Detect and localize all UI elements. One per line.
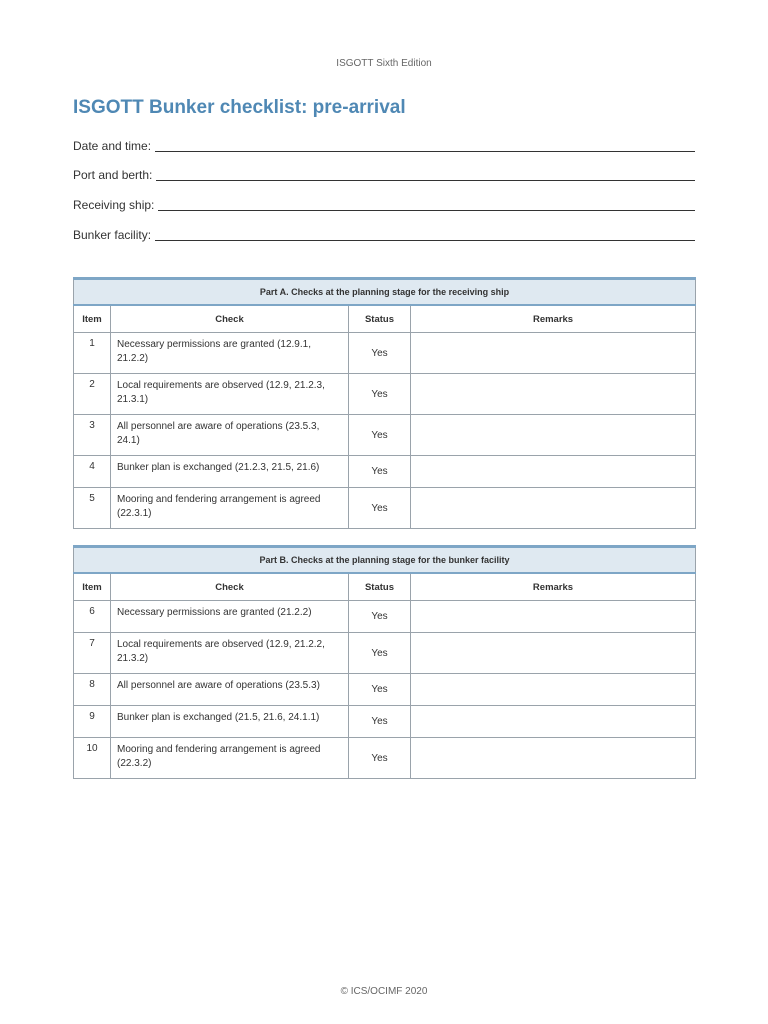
remarks-cell[interactable] xyxy=(411,706,696,738)
status-cell[interactable]: Yes xyxy=(349,456,411,488)
item-number: 10 xyxy=(74,738,111,779)
remarks-cell[interactable] xyxy=(411,674,696,706)
column-header-remarks: Remarks xyxy=(411,573,696,601)
receiving-ship-label: Receiving ship: xyxy=(73,198,155,212)
port-berth-field xyxy=(73,166,695,182)
date-time-label: Date and time: xyxy=(73,139,152,153)
table-row xyxy=(74,456,696,488)
status-cell[interactable]: Yes xyxy=(349,633,411,674)
table-row xyxy=(74,738,696,779)
status-cell[interactable]: Yes xyxy=(349,706,411,738)
part-b-table xyxy=(73,545,696,779)
item-number: 8 xyxy=(74,674,111,706)
remarks-cell[interactable] xyxy=(411,633,696,674)
receiving-ship-field xyxy=(73,196,695,212)
column-header-item: Item xyxy=(74,305,111,333)
check-text: Bunker plan is exchanged (21.5, 21.6, 24.1.1) xyxy=(111,706,349,738)
part-a-title: Part A. Checks at the planning stage for the receiving ship xyxy=(74,279,696,306)
check-text: Necessary permissions are granted (21.2.2) xyxy=(111,601,349,633)
column-header-status: Status xyxy=(349,305,411,333)
check-text: Mooring and fendering arrangement is agreed (22.3.1) xyxy=(111,488,349,529)
column-header-remarks: Remarks xyxy=(411,305,696,333)
port-berth-input-line[interactable] xyxy=(156,179,695,181)
remarks-cell[interactable] xyxy=(411,488,696,529)
bunker-facility-input-line[interactable] xyxy=(155,239,695,241)
item-number: 2 xyxy=(74,374,111,415)
table-row xyxy=(74,333,696,374)
check-text: All personnel are aware of operations (23.5.3) xyxy=(111,674,349,706)
part-a-table xyxy=(73,277,696,529)
date-time-input-line[interactable] xyxy=(155,150,695,152)
item-number: 5 xyxy=(74,488,111,529)
item-number: 4 xyxy=(74,456,111,488)
date-time-field xyxy=(73,137,695,153)
status-cell[interactable]: Yes xyxy=(349,601,411,633)
port-berth-label: Port and berth: xyxy=(73,168,153,182)
check-text: Necessary permissions are granted (12.9.1, 21.2.2) xyxy=(111,333,349,374)
table-row xyxy=(74,633,696,674)
column-header-check: Check xyxy=(111,305,349,333)
column-header-check: Check xyxy=(111,573,349,601)
status-cell[interactable]: Yes xyxy=(349,738,411,779)
copyright-footer: © ICS/OCIMF 2020 xyxy=(340,986,428,997)
table-row xyxy=(74,601,696,633)
check-text: Local requirements are observed (12.9, 21.2.3, 21.3.1) xyxy=(111,374,349,415)
remarks-cell[interactable] xyxy=(411,601,696,633)
bunker-facility-label: Bunker facility: xyxy=(73,228,152,242)
table-row xyxy=(74,674,696,706)
item-number: 3 xyxy=(74,415,111,456)
check-text: Local requirements are observed (12.9, 21.2.2, 21.3.2) xyxy=(111,633,349,674)
item-number: 6 xyxy=(74,601,111,633)
part-b-title: Part B. Checks at the planning stage for the bunker facility xyxy=(74,547,696,574)
remarks-cell[interactable] xyxy=(411,333,696,374)
check-text: Bunker plan is exchanged (21.2.3, 21.5, 21.6) xyxy=(111,456,349,488)
column-header-item: Item xyxy=(74,573,111,601)
item-number: 1 xyxy=(74,333,111,374)
check-text: Mooring and fendering arrangement is agreed (22.3.2) xyxy=(111,738,349,779)
remarks-cell[interactable] xyxy=(411,738,696,779)
status-cell[interactable]: Yes xyxy=(349,333,411,374)
status-cell[interactable]: Yes xyxy=(349,374,411,415)
remarks-cell[interactable] xyxy=(411,415,696,456)
table-row xyxy=(74,415,696,456)
remarks-cell[interactable] xyxy=(411,374,696,415)
table-row xyxy=(74,706,696,738)
page-title: ISGOTT Bunker checklist: pre-arrival xyxy=(73,97,406,118)
table-row xyxy=(74,374,696,415)
remarks-cell[interactable] xyxy=(411,456,696,488)
status-cell[interactable]: Yes xyxy=(349,415,411,456)
item-number: 7 xyxy=(74,633,111,674)
status-cell[interactable]: Yes xyxy=(349,488,411,529)
check-text: All personnel are aware of operations (23.5.3, 24.1) xyxy=(111,415,349,456)
bunker-facility-field xyxy=(73,226,695,242)
receiving-ship-input-line[interactable] xyxy=(158,209,695,211)
item-number: 9 xyxy=(74,706,111,738)
running-header: ISGOTT Sixth Edition xyxy=(336,58,432,69)
status-cell[interactable]: Yes xyxy=(349,674,411,706)
column-header-status: Status xyxy=(349,573,411,601)
table-row xyxy=(74,488,696,529)
